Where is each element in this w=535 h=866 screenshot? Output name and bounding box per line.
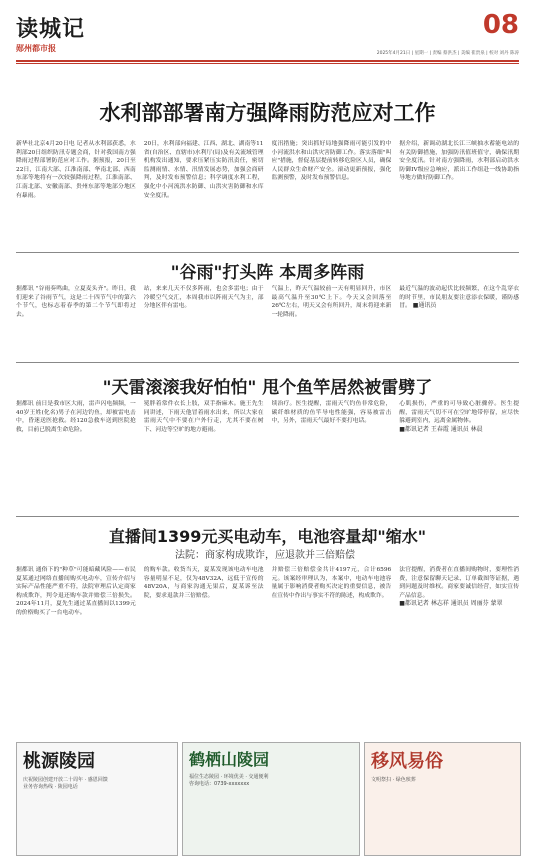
article1-col2: 20日，水利部向福建、江西、湖北、湖南等11省(自治区、直辖市)水利厅(局)及有关流域管理机构发出通知，要求压紧压实防汛责任，密切监测雨情、水情、汛情发展态势，加强会商研判，及时发布预警信息；科学调度水利工程，强化中小河流洪水防御、山洪灾害防御和水库安全度汛。 bbox=[143, 141, 264, 199]
article4-byline: ■都讯记者 林志祥 通讯员 周丽芬 蒙翠 bbox=[399, 600, 503, 608]
issue-meta: 2025年4月21日 | 星期一 | 责编 蔡洪杰 | 美编 崔贵泉 | 校对 刘丹 陈涛 bbox=[376, 51, 519, 56]
article4-body bbox=[16, 566, 519, 731]
page-number: 08 bbox=[482, 10, 519, 40]
article4-col1: 据都讯 通俗下的"种草"可能暗藏风险——市民夏某通过网络直播间购买电动车，宣传介绍与实际产品性能严重不符，法院审理后认定商家构成欺诈，判令退还购车款并赔偿三倍损失。2024年11月，夏先生通过某直播间以1399元的价格购买了一台电动车。 bbox=[16, 567, 136, 616]
article1-col4: 据介绍，新调动湖北长江三峡抽水蓄能电站的有关防御措施，加强防汛值班值守，确保汛期安全度汛。针对南方强降雨，水利部启动洪水防御IV级应急响应，派出工作组赴一线协助指导地方做好防御工作。 bbox=[399, 141, 519, 182]
article4-col2: 的购车款。收货当天，夏某发现该电动车电池容量明显不足，仅为48V32A，远低于宣传的48V20A，与商家沟通无果后，夏某诉至法院，要求退款并三倍赔偿。 bbox=[143, 567, 264, 599]
article2-col2: 站，来来几天不仅多阵雨，也会多雷电；由于冷暖空气交汇，本周我市以阵雨天气为主，部分地区伴有雷电。 bbox=[143, 286, 264, 310]
divider bbox=[16, 362, 519, 363]
article3-col3: 续治疗。医生提醒，雷雨天气钓鱼非常危险，碳纤维材质的鱼竿导电性能强，容易被雷击中，另外，雷雨天气最好不要打电话。 bbox=[271, 401, 392, 425]
article3-byline: ■都讯记者 王春霞 通讯员 林晨 bbox=[399, 425, 483, 433]
section-title: 读城记 bbox=[16, 17, 86, 42]
article3-col1: 据都讯 前日是我市区大雨，雷声闪电频频，一40岁王姓(化名)男子在河边钓鱼，却被雷电击中，昏迷送医抢救。经120急救车送到医院抢救，目前已脱离生命危险。 bbox=[16, 401, 136, 433]
ad-text: 文明祭扫 · 绿色殡葬 bbox=[371, 777, 416, 783]
article3-col4: 心肌损伤，严重的可导致心脏骤停。医生提醒，雷雨天气切不可在空旷地带停留，应尽快躲避到室内，远离金属物体。 ■都讯记者 王春霞 通讯员 林晨 bbox=[399, 401, 519, 433]
article3-col2: 冕胖着常件衣长上肢，双手指麻木。施王先生同讲述，下雨天他冒着雨水出来，所以大家在雷雨天气中不要在户外行走，尤其不要在树下、河边等空旷的地方避雨。 bbox=[143, 401, 264, 433]
ad-text: 庆祝陵园创建开放二十周年 · 感恩回馈 业务咨询热线 · 陵园电话 bbox=[23, 777, 108, 790]
article1-title: 水利部部署南方强降雨防范应对工作 bbox=[99, 101, 436, 125]
article4-col4: 法官提醒，消费者在直播间购物时，要理性消费，注意保留聊天记录、订单截图等证据，遇到问题及时维权。商家要诚信经营，如实宣传产品信息。 ■都讯记者 林志祥 通讯员 周丽芬 蒙翠 bbox=[399, 567, 519, 608]
article1-col3: 度汛措施；突出抓好局地强降雨可能引发的中小河流洪水和山洪灾害防御工作。落实落细"叫应"措施，督促基层提前转移危险区人员，确保人民群众生命财产安全。滚动更新预报，强化监测预警，及时发布预警信息。 bbox=[271, 141, 392, 182]
ad-title: 鹤栖山陵园 bbox=[189, 750, 270, 769]
article4-col3: 并赔偿三倍赔偿金共计4197元，合计6596元。该案经审理认为，本案中，电动车电池容量属于影响消费者购买决定的重要信息，被告在宣传中作出与事实不符的陈述，构成欺诈。 bbox=[271, 567, 392, 599]
article2-title: "谷雨"打头阵 本周多阵雨 bbox=[170, 263, 365, 283]
ad-text: 福位生态陵园 · 环境优美 · 交通便利 咨询电话：0739-xxxxxxx bbox=[189, 774, 269, 787]
article3-title: "天雷滚滚我好怕怕" 甩个鱼竿居然被雷劈了 bbox=[102, 378, 433, 398]
divider bbox=[16, 516, 519, 517]
article2-col1: 据都讯 "谷雨奏鸣曲，立夏麦头齐"。昨日，我们迎来了谷雨节气，这是二十四节气中的第六个节气，也标志着春季的第二个节气即将过去。 bbox=[16, 286, 136, 318]
header-rule bbox=[16, 60, 519, 62]
paper-name: 郧州都市报 bbox=[16, 44, 56, 53]
divider bbox=[16, 252, 519, 253]
article4-subtitle: 法院：商家构成欺诈，应退款并三倍赔偿 bbox=[175, 550, 355, 561]
ad-heqishan bbox=[182, 742, 360, 856]
article2-col3: 气温上，昨天气温较前一天有明显回升，市区最高气温升至30℃上下。今天又会回落至26℃左右，明天又会有所回升，周末将迎来新一轮降雨。 bbox=[271, 286, 392, 318]
header-rule-thin bbox=[16, 63, 519, 64]
article1-col1: 新华社北京4月20日电 记者从水利部获悉，水利部20日组织防汛专题会商，针对我国南方强降雨过程部署防范应对工作。据预报，20日至22日，江南大部、江淮南部、华南北部、西南东部等地将有一次较强降雨过程，江淮南部、江南北部、安徽南部、贵州东部等地部分地区有暴雨。 bbox=[16, 141, 136, 199]
ad-yifengyisu bbox=[364, 742, 521, 856]
article1-body bbox=[16, 140, 519, 245]
article3-body bbox=[16, 400, 519, 510]
ad-title: 移风易俗 bbox=[371, 751, 443, 772]
article4-title: 直播间1399元买电动车，电池容量却"缩水" bbox=[108, 527, 427, 546]
article2-body bbox=[16, 285, 519, 355]
article2-col4: 最近气温的波动起伏比较频繁，在这个乱穿衣的时节里，市民朋友要注意添衣保暖，谨防感冒。 ■通讯员 bbox=[399, 286, 519, 310]
ad-title: 桃源陵园 bbox=[23, 751, 95, 772]
article2-byline: ■通讯员 bbox=[412, 302, 437, 310]
ad-taoyuan bbox=[16, 742, 178, 856]
